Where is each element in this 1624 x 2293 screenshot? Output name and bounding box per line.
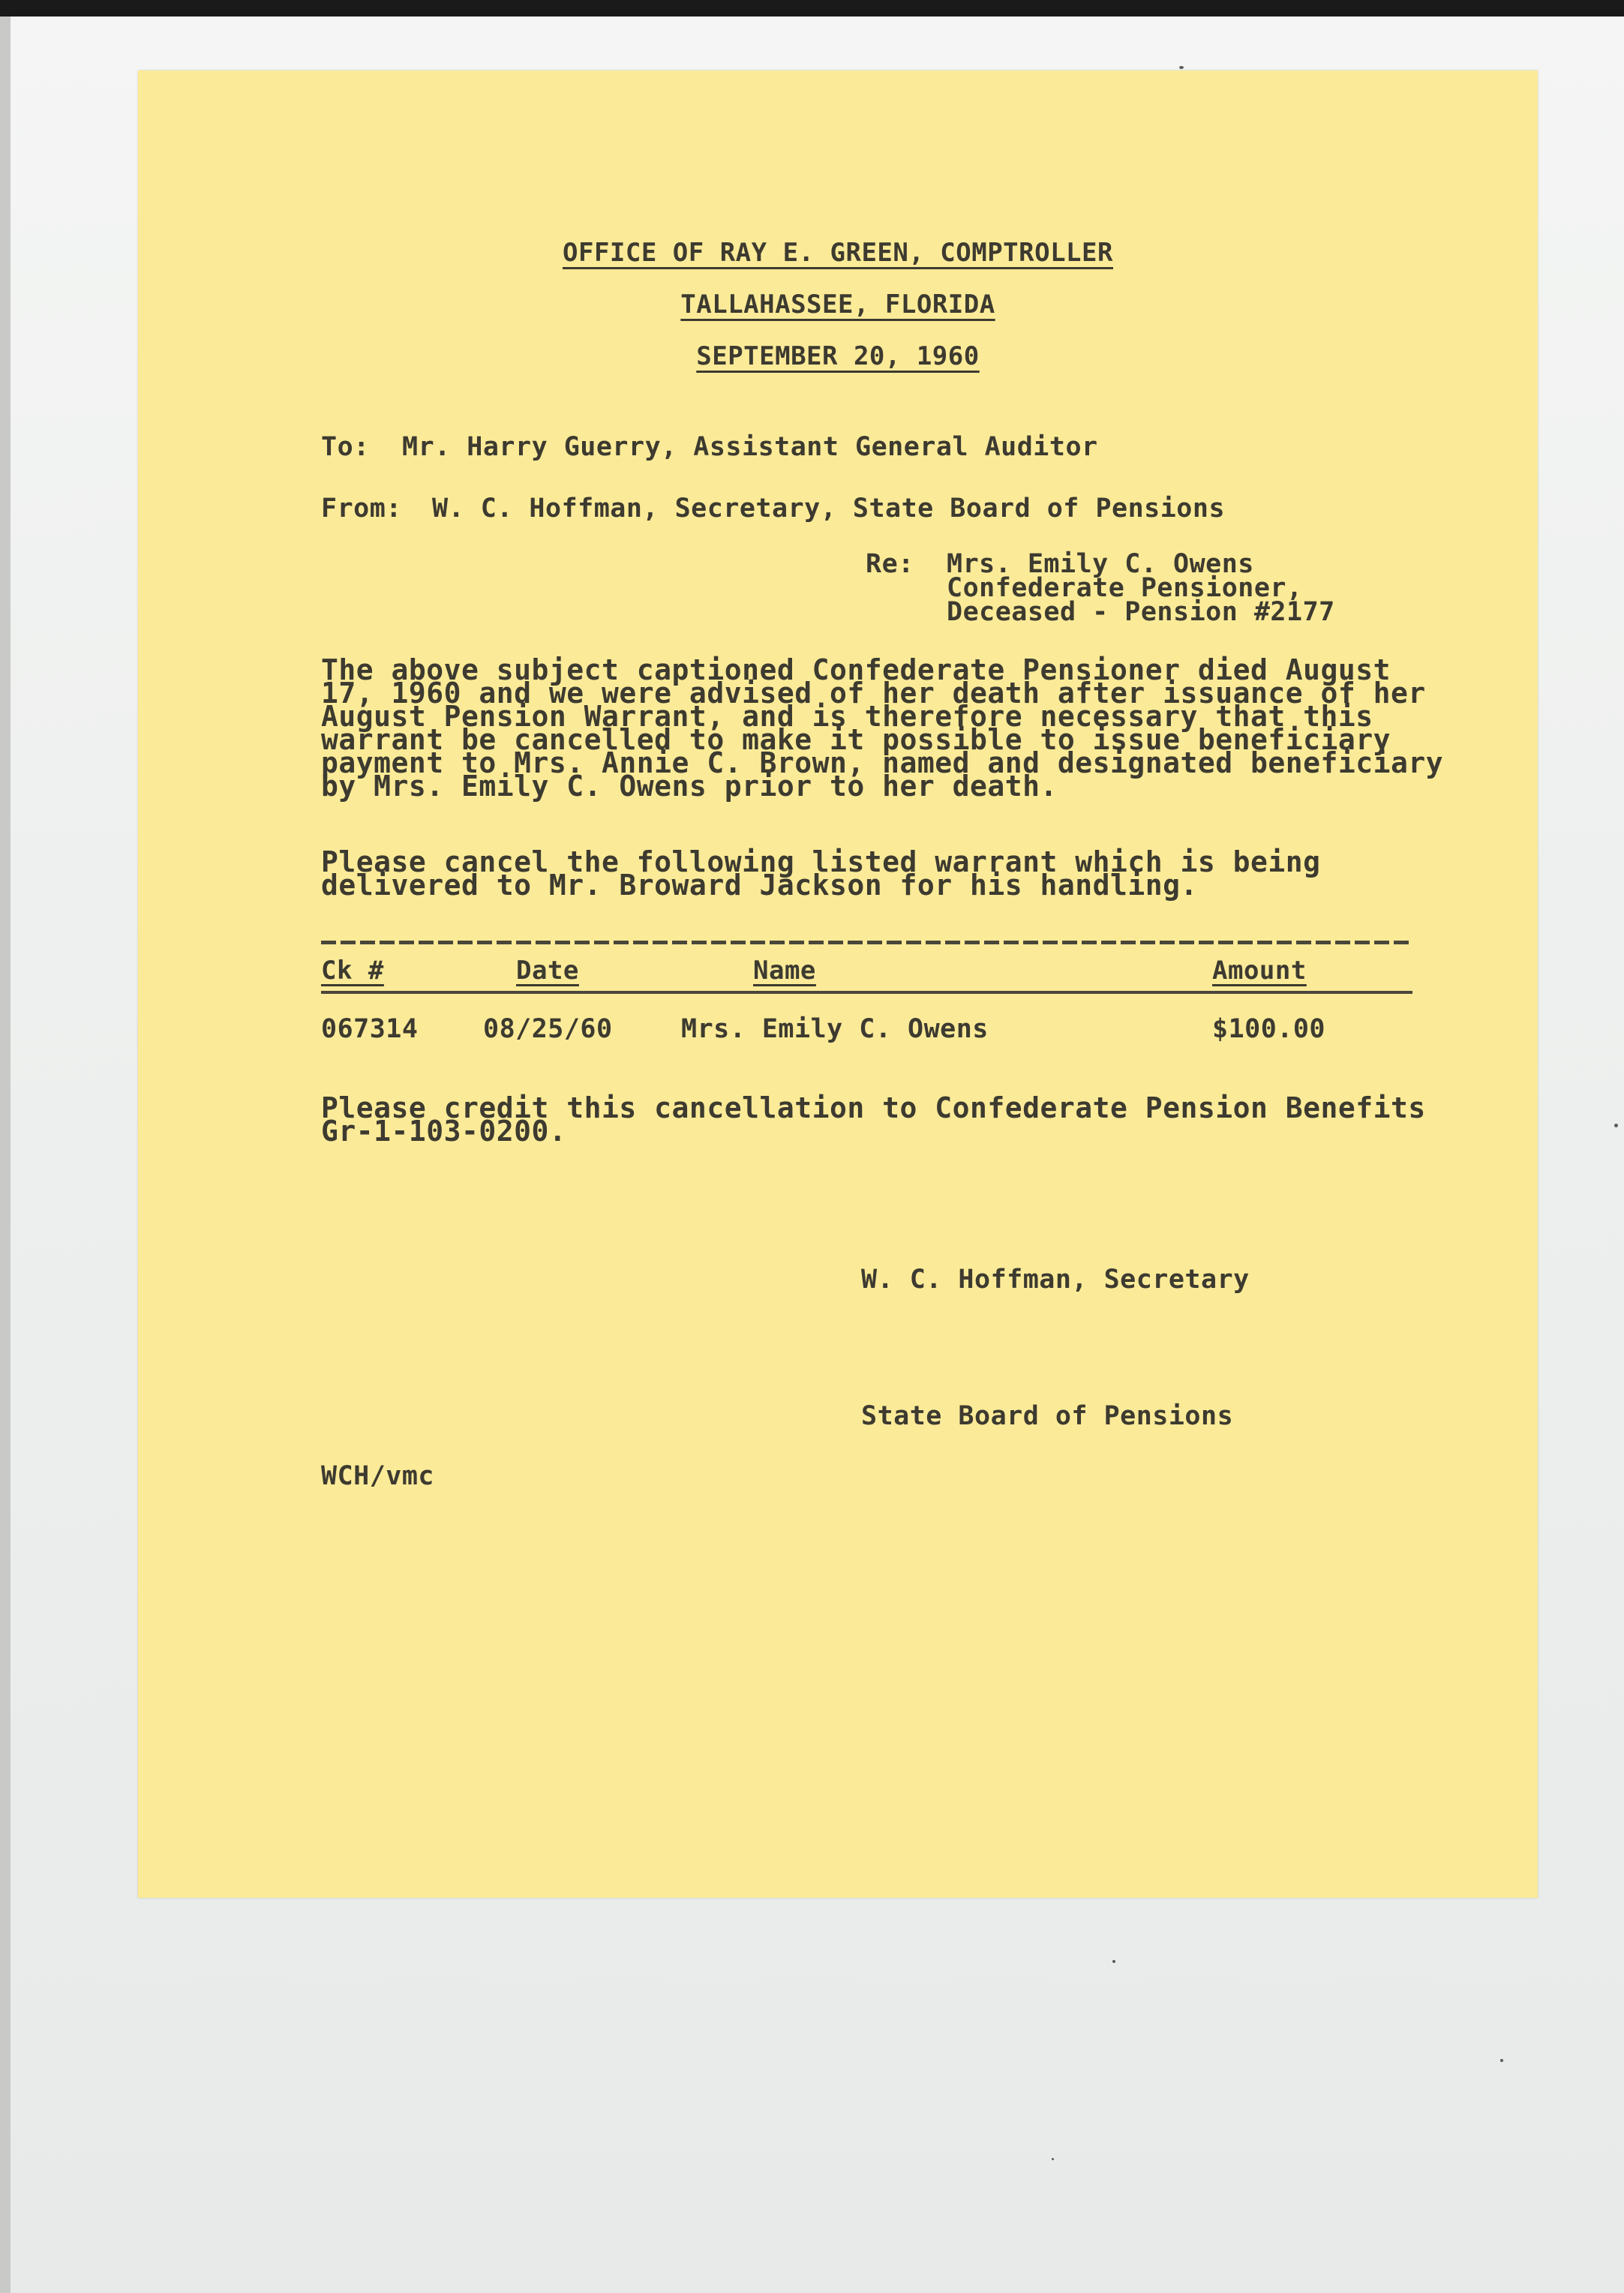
cell-name: Mrs. Emily C. Owens — [681, 1014, 989, 1044]
paragraph-line: payment to Mrs. Annie C. Brown, named and designated beneficiary — [321, 746, 1444, 779]
date-heading: SEPTEMBER 20, 1960 — [696, 341, 980, 371]
scan-speck — [1052, 2158, 1054, 2160]
re-line: Confederate Pensioner, — [947, 573, 1303, 603]
scan-speck — [1614, 1124, 1618, 1127]
scan-speck — [1179, 66, 1184, 69]
from-label: From: — [321, 494, 402, 524]
to-recipient: Mr. Harry Guerry, Assistant General Auditor — [402, 432, 1098, 462]
paragraph-line: Please cancel the following listed warrant which is being — [321, 845, 1321, 878]
signature-name: W. C. Hoffman, Secretary — [861, 1265, 1250, 1295]
re-line: Mrs. Emily C. Owens — [947, 549, 1254, 579]
paragraph-line: The above subject captioned Confederate Pensioner died August — [321, 653, 1391, 686]
paragraph-line: August Pension Warrant, and is therefore necessary that this — [321, 700, 1373, 733]
scan-speck — [1500, 2059, 1503, 2062]
cell-date: 08/25/60 — [483, 1014, 613, 1044]
scan-speck — [1112, 1960, 1115, 1963]
from-sender: W. C. Hoffman, Secretary, State Board of Pensions — [432, 494, 1226, 524]
signature-organization: State Board of Pensions — [861, 1401, 1234, 1431]
to-label: To: — [321, 432, 370, 462]
paragraph-line: warrant be cancelled to make it possible to issue beneficiary — [321, 723, 1391, 756]
table-top-rule — [321, 941, 1412, 944]
paragraph-line: by Mrs. Emily C. Owens prior to her death. — [321, 770, 1058, 803]
cell-check-number: 067314 — [321, 1014, 419, 1044]
column-header-date: Date — [516, 956, 579, 986]
column-header-amount: Amount — [1212, 956, 1307, 986]
memo-document — [138, 71, 1538, 1898]
paragraph-line: Gr-1-103-0200. — [321, 1115, 567, 1148]
re-line: Deceased - Pension #2177 — [947, 597, 1335, 627]
city-heading: TALLAHASSEE, FLORIDA — [680, 290, 995, 320]
paragraph-line: 17, 1960 and we were advised of her death after issuance of her — [321, 677, 1426, 710]
scan-top-edge — [0, 0, 1624, 17]
office-heading: OFFICE OF RAY E. GREEN, COMPTROLLER — [563, 238, 1113, 268]
re-label: Re: — [866, 549, 914, 579]
scan-left-edge — [0, 17, 11, 2293]
column-header-check: Ck # — [321, 956, 384, 986]
reference-initials: WCH/vmc — [321, 1461, 435, 1491]
cell-amount: $100.00 — [1212, 1014, 1326, 1044]
paragraph-line: delivered to Mr. Broward Jackson for his handling. — [321, 869, 1198, 902]
table-header-rule — [321, 991, 1412, 994]
column-header-name: Name — [753, 956, 816, 986]
paragraph-line: Please credit this cancellation to Confederate Pension Benefits — [321, 1091, 1426, 1124]
